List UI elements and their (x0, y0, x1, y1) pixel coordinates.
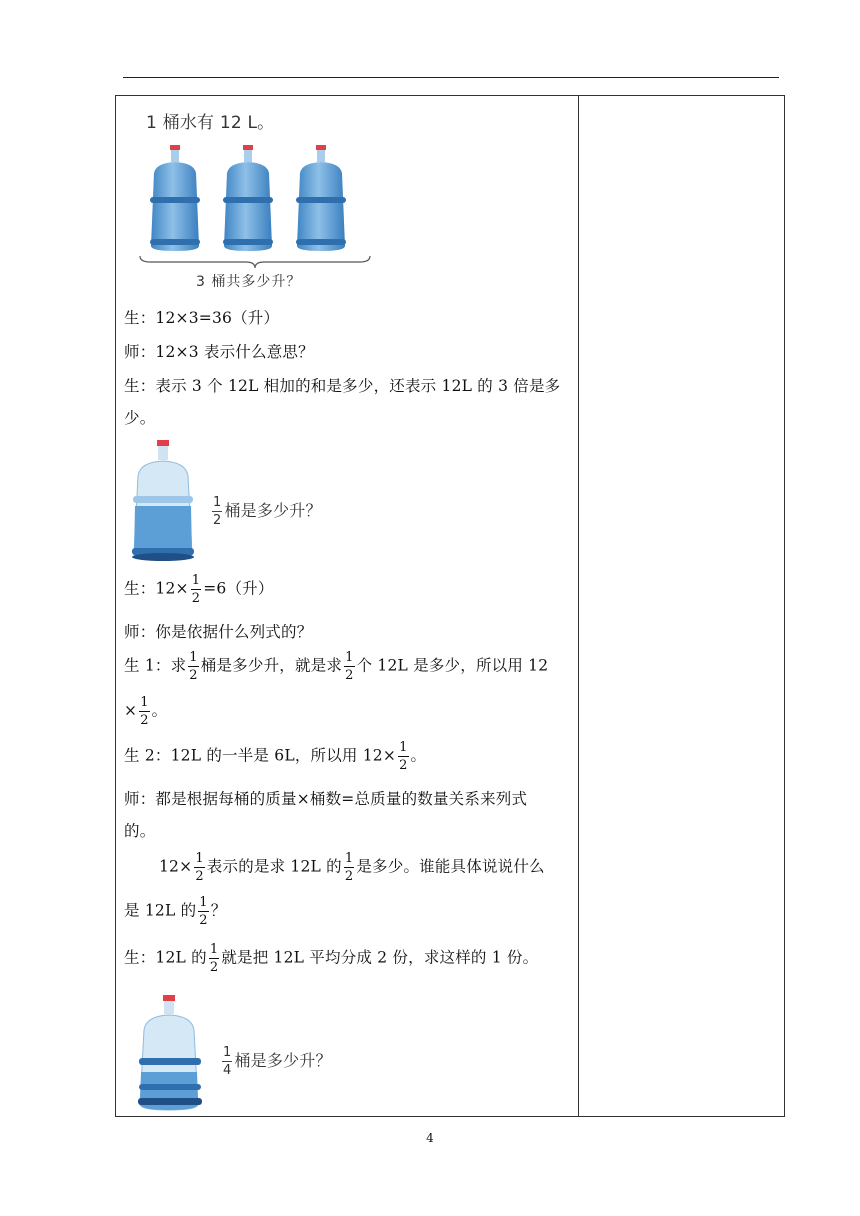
jug-icon (150, 145, 200, 251)
line-9a: 师：都是根据每桶的质量×桶数=总质量的数量关系来列式 (124, 790, 528, 808)
half-jug-icon (128, 436, 198, 564)
column-divider (578, 96, 579, 1116)
fraction-half: $\frac{1}{2}$ (399, 740, 408, 773)
fraction-half: $\frac{1}{2}$ (345, 650, 354, 683)
fraction-half: $\frac{1}{2}$ (199, 895, 208, 928)
line-10: 12× $\frac{1}{2}$ 表示的是求 12L 的 $\frac{1}{2}$ 是多少。谁能具体说说什么 (159, 851, 545, 884)
line-4: 生：12× $\frac{1}{2}$ =6（升） (124, 573, 274, 606)
fraction-quarter: $\frac{1}{4}$ (223, 1045, 232, 1078)
header-rule (123, 77, 779, 78)
figure1-caption-bottom: 3 桶共多少升？ (196, 274, 302, 290)
figure2-caption: $\frac{1}{2}$ 桶是多少升？ (213, 495, 322, 528)
fraction-half: $\frac{1}{2}$ (189, 650, 198, 683)
line-1: 生：12×3=36（升） (124, 309, 280, 327)
fraction-half: $\frac{1}{2}$ (140, 695, 149, 728)
quarter-jug-icon (132, 992, 208, 1114)
line-5: 师：你是依据什么列式的？ (124, 623, 313, 641)
fraction-half: $\frac{1}{2}$ (195, 851, 204, 884)
three-jugs-illustration (144, 141, 366, 256)
line-12: 生：12L 的 $\frac{1}{2}$ 就是把 12L 平均分成 2 份，求这样的 1 份。 (124, 942, 539, 975)
jug-icon (223, 145, 273, 251)
jug-icon (296, 145, 346, 251)
line-3b: 少。 (124, 409, 156, 427)
lesson-table (115, 95, 785, 1117)
fraction-half: $\frac{1}{2}$ (209, 942, 219, 975)
line-2: 师：12×3 表示什么意思？ (124, 343, 314, 361)
line-9b: 的。 (124, 822, 156, 840)
line-7: × $\frac{1}{2}$ 。 (124, 695, 168, 728)
line-6: 生 1：求 $\frac{1}{2}$ 桶是多少升，就是求 $\frac{1}{2}$ 个 12L 是多少，所以用 12 (124, 650, 549, 683)
brace-icon (138, 254, 372, 270)
line-11: 是 12L 的 $\frac{1}{2}$ ？ (124, 895, 227, 928)
page-number: 4 (426, 1131, 434, 1145)
fraction-half: $\frac{1}{2}$ (213, 495, 222, 528)
line-8: 生 2：12L 的一半是 6L，所以用 12× $\frac{1}{2}$ 。 (124, 740, 427, 773)
figure3-caption: $\frac{1}{4}$ 桶是多少升？ (223, 1045, 332, 1078)
figure1-caption-top: 1 桶水有 12 L。 (146, 113, 275, 133)
fraction-half: $\frac{1}{2}$ (191, 573, 201, 606)
line-3a: 生：表示 3 个 12L 相加的和是多少，还表示 12L 的 3 倍是多 (124, 377, 561, 395)
fraction-half: $\frac{1}{2}$ (344, 851, 354, 884)
